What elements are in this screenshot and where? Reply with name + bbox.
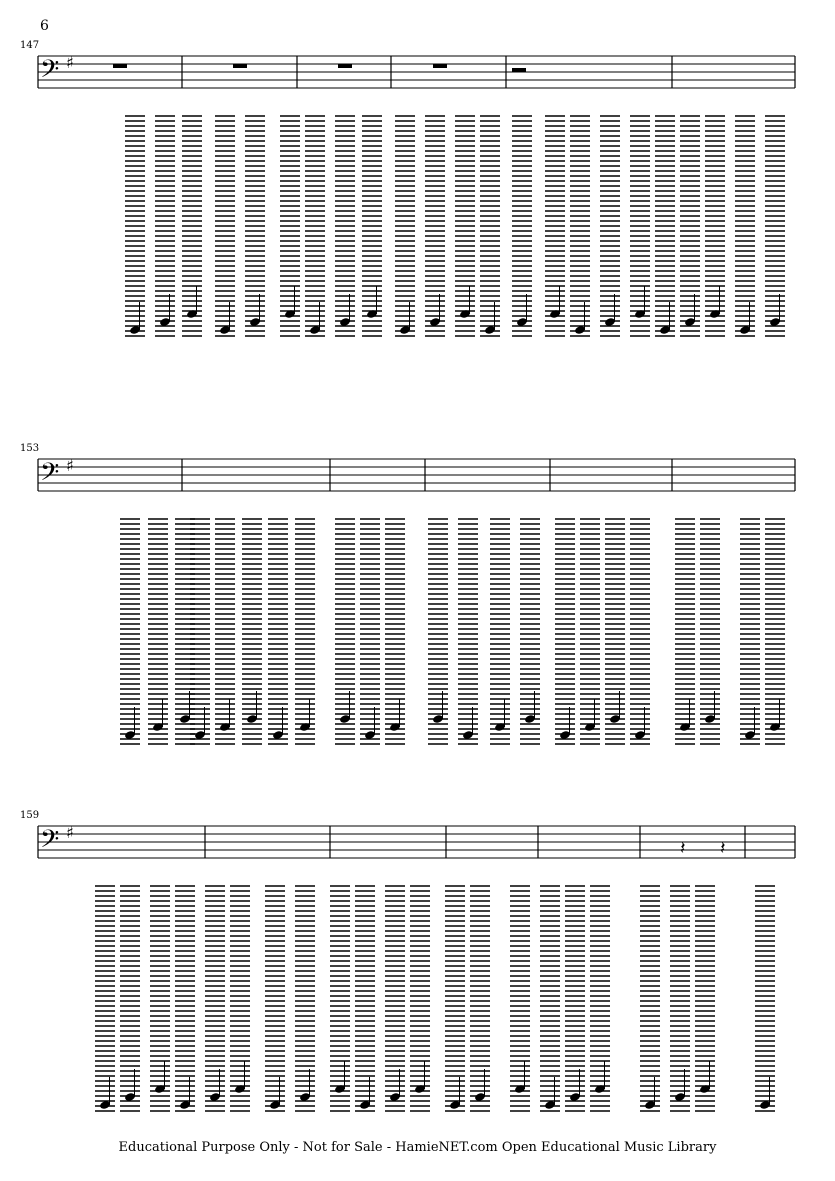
quarter-rest-icon: 𝄽 [720, 838, 726, 859]
ledger-line-column [655, 116, 675, 336]
ledger-line-column [740, 519, 760, 744]
ledger-line-column [175, 519, 195, 744]
ledger-line-column [705, 116, 725, 336]
ledger-line-column [545, 116, 565, 336]
ledger-line-column [735, 116, 755, 336]
ledger-line-column [480, 116, 500, 336]
ledger-line-column [520, 519, 540, 744]
ledger-line-column [190, 519, 210, 744]
ledger-line-column [215, 519, 235, 744]
ledger-line-column [242, 519, 262, 744]
ledger-line-column [680, 116, 700, 336]
ledger-line-column [512, 116, 532, 336]
ledger-line-column [182, 116, 202, 336]
staff-system-2 [20, 443, 795, 744]
whole-rest-icon [433, 64, 447, 68]
ledger-line-column [640, 886, 660, 1111]
ledger-line-column [630, 519, 650, 744]
ledger-line-column [605, 519, 625, 744]
ledger-line-column [670, 886, 690, 1111]
ledger-line-column [765, 519, 785, 744]
whole-rest-icon [338, 64, 352, 68]
ledger-line-column [125, 116, 145, 336]
ledger-line-column [425, 116, 445, 336]
ledger-line-column [360, 519, 380, 744]
ledger-line-column [458, 519, 478, 744]
half-rest-icon [512, 68, 526, 72]
staff-system-3 [20, 810, 795, 1111]
ledger-line-column [150, 886, 170, 1111]
ledger-line-column [305, 116, 325, 336]
ledger-line-column [120, 519, 140, 744]
page-number: 6 [40, 18, 49, 34]
ledger-line-column [280, 116, 300, 336]
ledger-line-column [570, 116, 590, 336]
measure-number: 147 [20, 40, 40, 51]
whole-rest-icon [233, 64, 247, 68]
footer-text: Educational Purpose Only - Not for Sale - HamieNET.com Open Educational Music Library [118, 1140, 717, 1155]
ledger-line-column [565, 886, 585, 1111]
ledger-line-column [362, 116, 382, 336]
ledger-line-column [470, 886, 490, 1111]
ledger-line-column [335, 519, 355, 744]
ledger-line-column [600, 116, 620, 336]
ledger-line-column [95, 886, 115, 1111]
staff-system-1 [20, 40, 795, 336]
ledger-line-column [755, 886, 775, 1111]
ledger-line-column [700, 519, 720, 744]
ledger-line-column [765, 116, 785, 336]
ledger-line-column [490, 519, 510, 744]
ledger-line-column [148, 519, 168, 744]
key-signature-sharp-icon: ♯ [66, 456, 74, 475]
bass-clef-icon: 𝄢 [40, 825, 60, 860]
ledger-line-column [455, 116, 475, 336]
ledger-line-column [330, 886, 350, 1111]
ledger-line-column [268, 519, 288, 744]
bass-clef-icon: 𝄢 [40, 55, 60, 90]
quarter-rest-icon: 𝄽 [680, 838, 686, 859]
ledger-line-column [630, 116, 650, 336]
whole-rest-icon [113, 64, 127, 68]
ledger-line-column [540, 886, 560, 1111]
measure-number: 153 [20, 443, 40, 454]
key-signature-sharp-icon: ♯ [66, 823, 74, 842]
ledger-line-column [580, 519, 600, 744]
bass-clef-icon: 𝄢 [40, 458, 60, 493]
ledger-line-column [395, 116, 415, 336]
key-signature-sharp-icon: ♯ [66, 53, 74, 72]
ledger-line-column [245, 116, 265, 336]
ledger-line-column [230, 886, 250, 1111]
ledger-line-column [410, 886, 430, 1111]
ledger-line-column [205, 886, 225, 1111]
ledger-line-column [695, 886, 715, 1111]
ledger-line-column [355, 886, 375, 1111]
ledger-line-column [675, 519, 695, 744]
ledger-line-column [385, 886, 405, 1111]
ledger-line-column [215, 116, 235, 336]
ledger-line-column [295, 886, 315, 1111]
ledger-line-column [175, 886, 195, 1111]
ledger-line-column [335, 116, 355, 336]
ledger-line-column [120, 886, 140, 1111]
ledger-line-column [385, 519, 405, 744]
ledger-line-column [445, 886, 465, 1111]
ledger-line-column [555, 519, 575, 744]
measure-number: 159 [20, 810, 40, 821]
ledger-line-column [510, 886, 530, 1111]
ledger-line-column [155, 116, 175, 336]
ledger-line-column [590, 886, 610, 1111]
ledger-line-column [265, 886, 285, 1111]
ledger-line-column [428, 519, 448, 744]
ledger-line-column [295, 519, 315, 744]
